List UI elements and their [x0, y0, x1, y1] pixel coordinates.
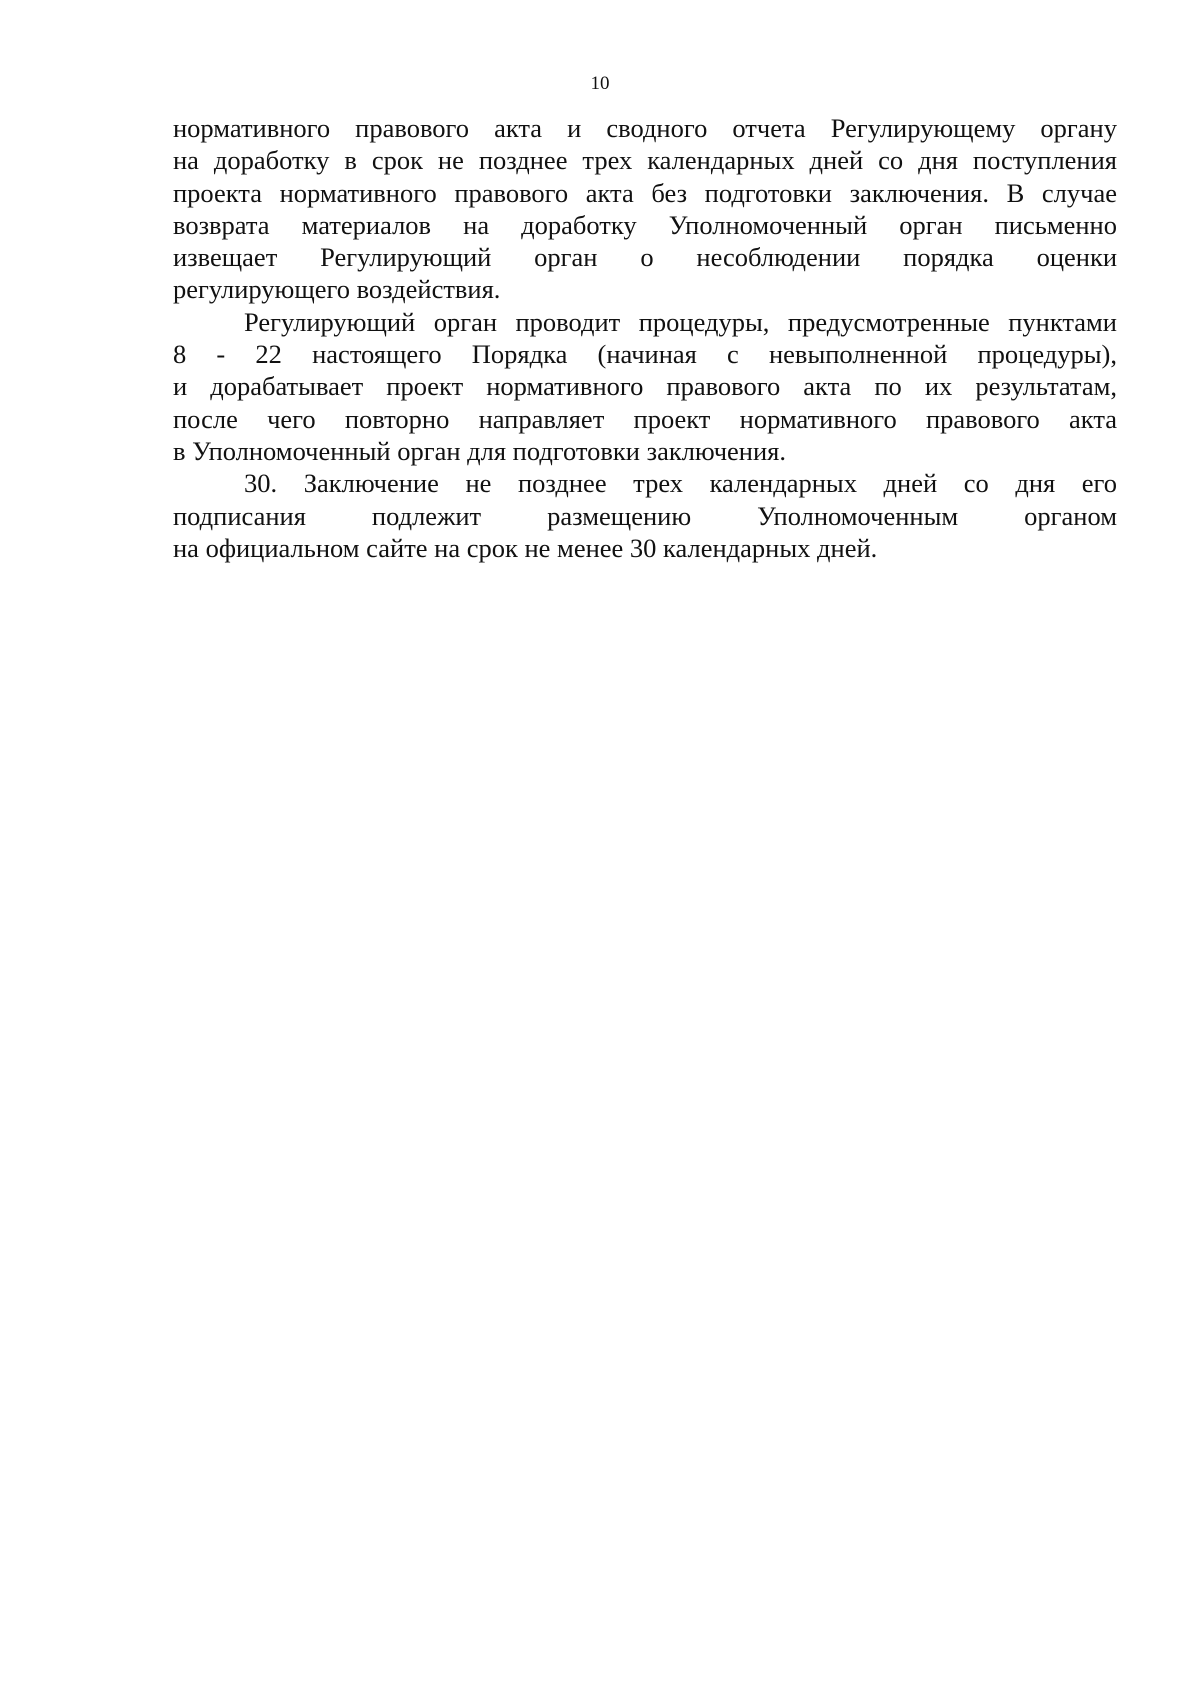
text-line: и дорабатывает проект нормативного правового акта по их результатам, — [173, 371, 1117, 402]
text-line: проекта нормативного правового акта без подготовки заключения. В случае — [173, 177, 1117, 208]
paragraph-return-materials — [173, 112, 1117, 306]
text-line: извещает Регулирующий орган о несоблюдении порядка оценки — [173, 242, 1117, 273]
page-number: 10 — [590, 73, 610, 94]
text-line: нормативного правового акта и сводного отчета Регулирующему органу — [173, 113, 1117, 143]
paragraph-regulating-body-procedures — [173, 306, 1117, 467]
text-line: подписания подлежит размещению Уполномоченным органом — [173, 500, 1117, 531]
text-line: Регулирующий орган проводит процедуры, предусмотренные пунктами — [244, 306, 1117, 337]
document-body — [173, 112, 1117, 564]
text-line: на доработку в срок не позднее трех календарных дней со дня поступления — [173, 145, 1117, 176]
text-line: в Уполномоченный орган для подготовки заключения. — [173, 435, 786, 466]
text-line: 8 - 22 настоящего Порядка (начиная с невыполненной процедуры), — [173, 339, 1117, 370]
paragraph-30-conclusion — [173, 467, 1117, 564]
text-line: на официальном сайте на срок не менее 30 календарных дней. — [173, 532, 878, 563]
text-line: возврата материалов на доработку Уполномоченный орган письменно — [173, 209, 1117, 240]
text-line: 30. Заключение не позднее трех календарных дней со дня его — [244, 468, 1117, 499]
text-line: регулирующего воздействия. — [173, 274, 501, 305]
text-line: после чего повторно направляет проект нормативного правового акта — [173, 403, 1117, 434]
